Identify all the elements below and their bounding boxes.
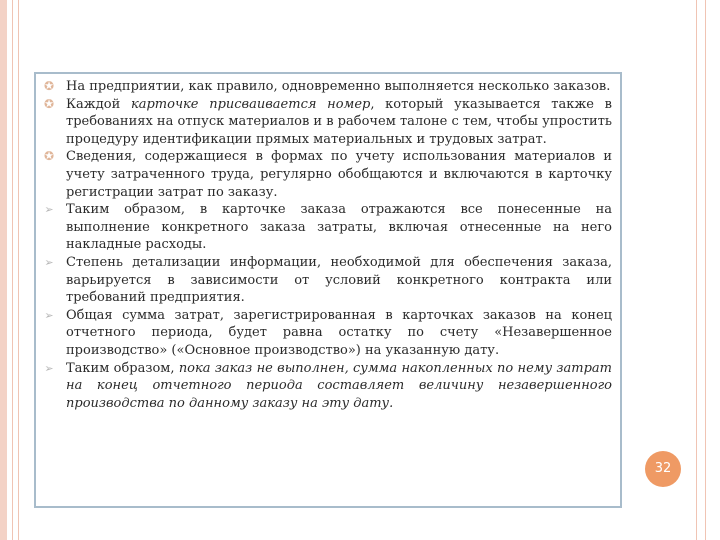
arrow-bullet-icon: ➢ [44,308,54,322]
bullet-text: Каждой карточке присваивается номер, который указывается также в требованиях на отпуск материалов и в рабочем талоне с тем, чтобы упростить процедуру идентификации прямых материальных и трудовых затрат. [66,96,612,147]
circle-bullet-icon: ✪ [43,96,55,111]
bullet-text: На предприятии, как правило, одновременно выполняется несколько заказов. [66,79,611,94]
decorative-line-right-2 [705,0,706,540]
bullet-text: Степень детализации информации, необходимой для обеспечения заказа, варьируется в зависимости от условий конкретного контракта или требований предприятия. [66,254,612,306]
arrow-bullet-icon: ➢ [44,361,54,375]
italic-emphasis: пока заказ не выполнен, сумма накопленных по нему затрат на конец отчетного периода составляет величину незавершенного производства по данному заказу на эту дату. [66,360,612,411]
bullet-text: Общая сумма затрат, зарегистрированная в карточках заказов на конец отчетного периода, будет равна остатку по счету «Незавершенное производство» («Основное производство») на указанную дату. [66,307,612,358]
decorative-line-left-1 [12,0,13,540]
bullet-item-2 [36,96,620,149]
bullet-list [36,78,620,412]
bullet-item-4 [36,201,620,254]
bullet-text: Таким образом, в карточке заказа отражаются все понесенные на выполнение конкретного заказа затраты, включая отнесенные на него накладные расходы. [66,202,612,253]
italic-emphasis: карточке присваивается номер [130,96,371,112]
bullet-item-7 [36,360,620,413]
bullet-item-3 [36,148,620,201]
bullet-item-5 [36,254,620,307]
bullet-text: Сведения, содержащиеся в формах по учету использования материалов и учету затраченного труда, регулярно обобщаются и включаются в карточку регистрации затрат по заказу. [66,149,612,200]
arrow-bullet-icon: ➢ [44,255,54,269]
bullet-text: Таким образом, пока заказ не выполнен, сумма накопленных по нему затрат на конец отчетного периода составляет величину незавершенного производства по данному заказу на эту дату. [66,360,612,411]
decorative-line-right-1 [696,0,697,540]
decorative-side-strip [0,0,7,540]
decorative-line-left-2 [18,0,19,540]
bullet-item-1 [36,78,620,96]
bullet-item-6 [36,307,620,360]
content-box [34,72,622,508]
arrow-bullet-icon: ➢ [44,203,54,217]
circle-bullet-icon: ✪ [43,149,55,164]
circle-bullet-icon: ✪ [43,79,55,93]
page-number-badge: 32 [645,451,681,487]
